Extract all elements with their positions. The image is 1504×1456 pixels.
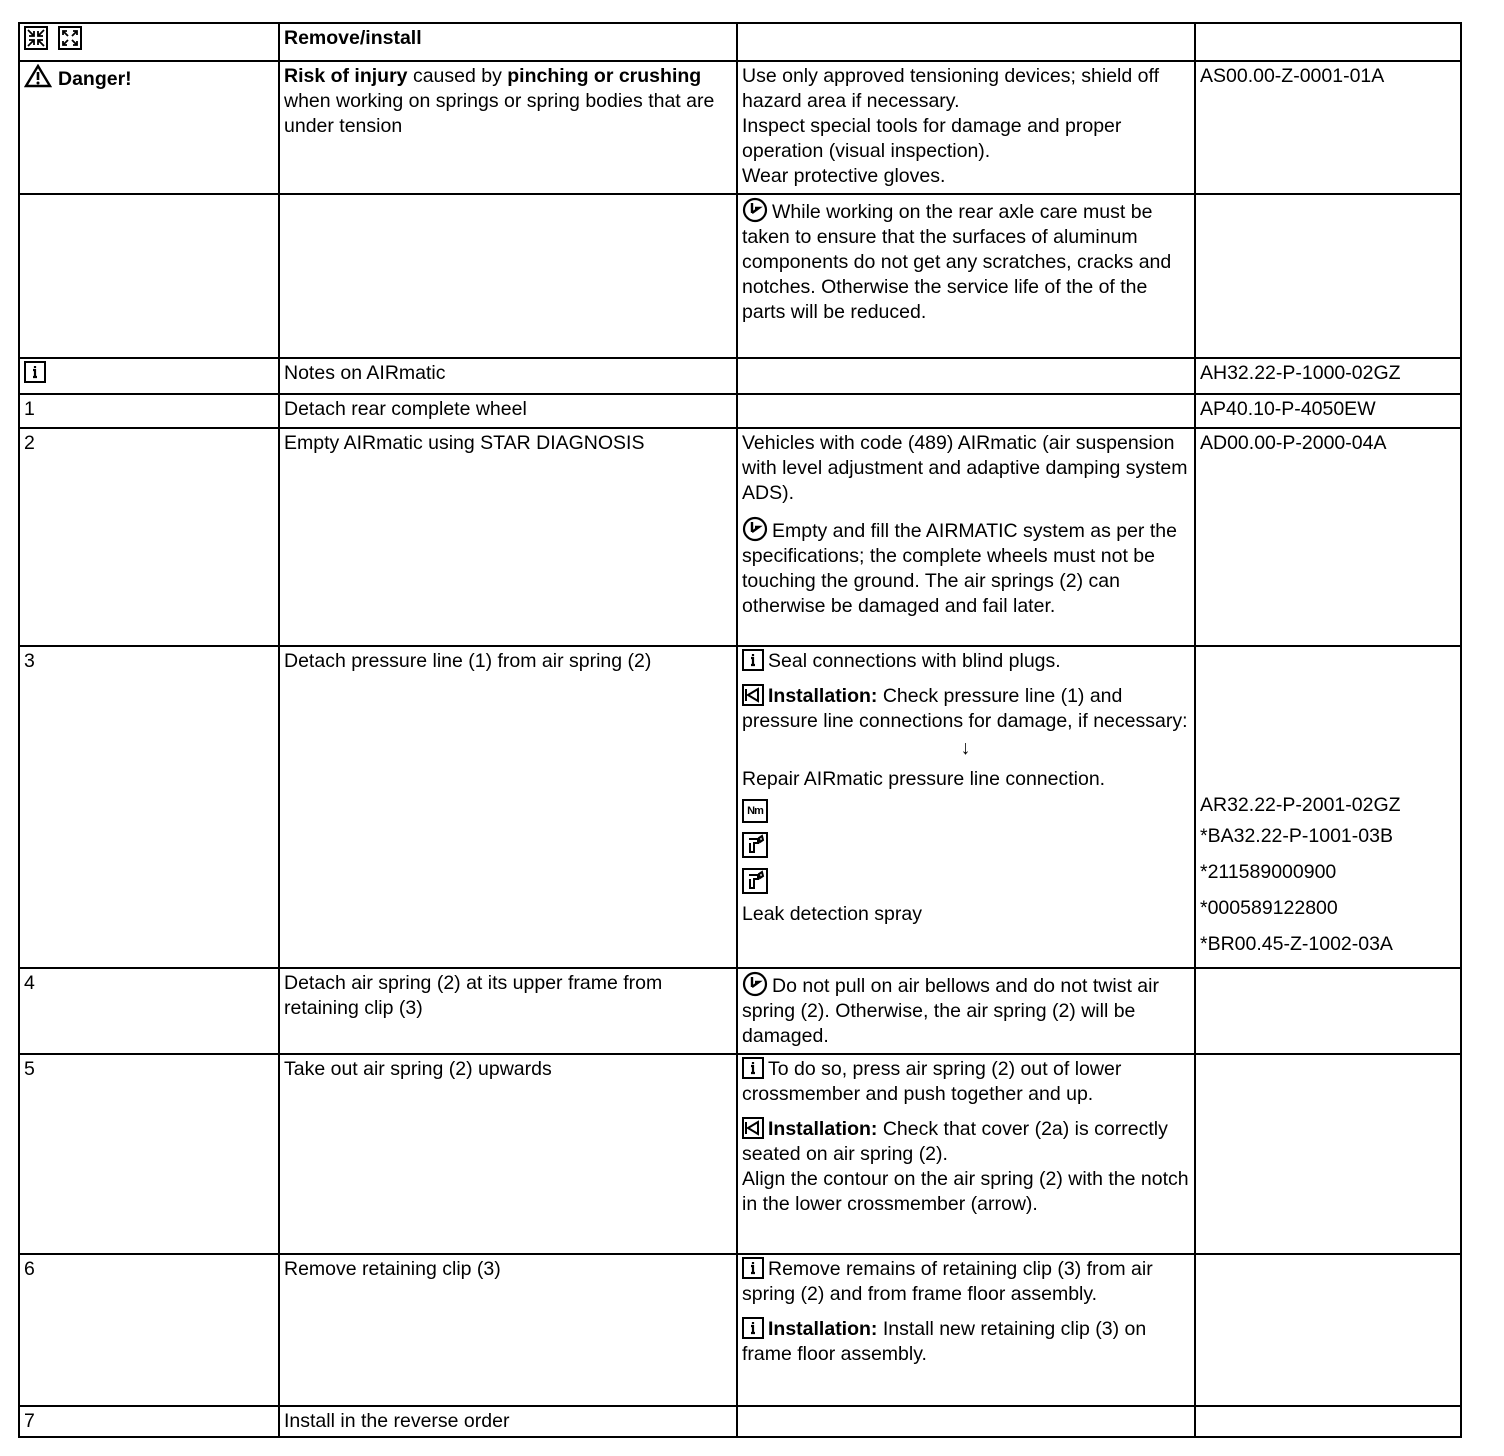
step-text: Detach pressure line (1) from air spring (2) bbox=[284, 650, 652, 672]
header-icons-cell bbox=[19, 23, 279, 61]
step-ref-cell bbox=[1195, 428, 1461, 646]
step-number: 5 bbox=[24, 1058, 35, 1080]
notes-empty bbox=[737, 358, 1195, 394]
step-ref: *BA32.22-P-1001-03B bbox=[1200, 825, 1393, 847]
step-installation bbox=[742, 684, 1189, 734]
step-installation bbox=[742, 1117, 1189, 1167]
caution-empty-3 bbox=[1195, 194, 1461, 358]
installation-arrow-icon bbox=[742, 1117, 764, 1139]
step-text-cell bbox=[279, 968, 737, 1054]
caution-cell bbox=[737, 194, 1195, 358]
step-notes-cell bbox=[737, 1054, 1195, 1254]
info-icon bbox=[24, 361, 46, 383]
step-text: Remove retaining clip (3) bbox=[284, 1258, 501, 1280]
procedure-table bbox=[18, 22, 1462, 1438]
step-text: Empty AIRmatic using STAR DIAGNOSIS bbox=[284, 432, 645, 454]
step-caution-text: Do not pull on air bellows and do not twist air spring (2). Otherwise, the air spring (2) will be damaged. bbox=[742, 975, 1159, 1047]
step-row-5 bbox=[19, 1054, 1461, 1254]
measure-3: Wear protective gloves. bbox=[742, 165, 946, 187]
header-empty-1 bbox=[737, 23, 1195, 61]
danger-label-cell bbox=[19, 61, 279, 194]
step-ref: AR32.22-P-2001-02GZ bbox=[1200, 794, 1401, 816]
header-title bbox=[279, 23, 737, 61]
danger-risk-cell bbox=[279, 61, 737, 194]
info-icon bbox=[742, 649, 764, 671]
info-icon bbox=[742, 1257, 764, 1279]
danger-measures-cell bbox=[737, 61, 1195, 194]
installation-label: Installation: bbox=[768, 1318, 878, 1340]
step-ref: *211589000900 bbox=[1200, 861, 1337, 883]
installation-label: Installation: bbox=[768, 685, 878, 707]
repair-text: Repair AIRmatic pressure line connection. bbox=[742, 768, 1106, 790]
installation-text-2: Align the contour on the air spring (2) with the notch in the lower crossmember (arrow). bbox=[742, 1168, 1189, 1215]
step-ref: AP40.10-P-4050EW bbox=[1200, 398, 1376, 420]
measure-2: Inspect special tools for damage and proper operation (visual inspection). bbox=[742, 115, 1122, 162]
header-row bbox=[19, 23, 1461, 61]
step-info-text: To do so, press air spring (2) out of lower crossmember and push together and up. bbox=[742, 1058, 1122, 1105]
info-icon bbox=[742, 1317, 764, 1339]
step-text-cell bbox=[279, 1406, 737, 1437]
step-notes-cell bbox=[737, 646, 1195, 968]
caution-empty-1 bbox=[19, 194, 279, 358]
caution-icon bbox=[742, 197, 768, 223]
step-row-4 bbox=[19, 968, 1461, 1054]
step-number: 6 bbox=[24, 1258, 35, 1280]
notes-text: Notes on AIRmatic bbox=[284, 362, 446, 384]
caution-row bbox=[19, 194, 1461, 358]
step-info-text: Remove remains of retaining clip (3) from air spring (2) and from frame floor assembly. bbox=[742, 1258, 1153, 1305]
caution-icon bbox=[742, 971, 768, 997]
remove-icon bbox=[24, 26, 48, 50]
special-tool-icon bbox=[742, 868, 768, 894]
step-text-cell bbox=[279, 394, 737, 428]
measure-1: Use only approved tensioning devices; shield off hazard area if necessary. bbox=[742, 65, 1159, 112]
step-ref-cell bbox=[1195, 968, 1461, 1054]
install-icon bbox=[58, 26, 82, 50]
step-info bbox=[742, 1257, 1189, 1307]
installation-text: Check that cover (2a) is correctly seated on air spring (2). bbox=[742, 1118, 1168, 1165]
step-ref-cell bbox=[1195, 394, 1461, 428]
step-installation bbox=[742, 1317, 1189, 1367]
step-text: Detach rear complete wheel bbox=[284, 398, 527, 420]
step-number: 4 bbox=[24, 972, 35, 994]
step-notes-cell bbox=[737, 1406, 1195, 1437]
risk-bold: Risk of injury bbox=[284, 65, 408, 87]
installation-text: Install new retaining clip (3) on frame floor assembly. bbox=[742, 1318, 1147, 1365]
down-arrow-icon: ↓ bbox=[960, 737, 971, 759]
step-notes-cell bbox=[737, 968, 1195, 1054]
step-notes-cell bbox=[737, 394, 1195, 428]
notes-ref-cell bbox=[1195, 358, 1461, 394]
step-ref-cell bbox=[1195, 1406, 1461, 1437]
step-ref: *BR00.45-Z-1002-03A bbox=[1200, 933, 1393, 955]
step-text: Install in the reverse order bbox=[284, 1410, 510, 1432]
risk-mid: caused by bbox=[407, 65, 508, 87]
step-ref-cell bbox=[1195, 646, 1461, 968]
header-empty-2 bbox=[1195, 23, 1461, 61]
risk-bold-2: pinching or crushing bbox=[507, 65, 702, 87]
step-caution-text: Empty and fill the AIRMATIC system as per the specifications; the complete wheels must not be touching the ground. The air springs (2) can otherwise be damaged and fail later. bbox=[742, 520, 1177, 617]
page-title: Remove/install bbox=[284, 27, 422, 49]
step-text-cell bbox=[279, 428, 737, 646]
step-row-6 bbox=[19, 1254, 1461, 1406]
caution-text: While working on the rear axle care must be taken to ensure that the surfaces of aluminum components do not get any scratches, cracks and notches. Otherwise the service life of the of the parts will be reduced. bbox=[742, 201, 1172, 323]
step-number: 1 bbox=[24, 398, 35, 420]
notes-row bbox=[19, 358, 1461, 394]
step-notes-cell bbox=[737, 1254, 1195, 1406]
step-info bbox=[742, 1057, 1189, 1107]
step-row-1 bbox=[19, 394, 1461, 428]
torque-row bbox=[742, 792, 1189, 830]
step-info-text: Seal connections with blind plugs. bbox=[768, 650, 1061, 672]
torque-nm-icon: Nm bbox=[742, 799, 768, 823]
tool-row-2 bbox=[742, 866, 1189, 902]
step-num-cell bbox=[19, 394, 279, 428]
step-num-cell bbox=[19, 1406, 279, 1437]
danger-row bbox=[19, 61, 1461, 194]
risk-rest: when working on springs or spring bodies that are under tension bbox=[284, 90, 715, 137]
step-text: Take out air spring (2) upwards bbox=[284, 1058, 552, 1080]
notes-icon-cell bbox=[19, 358, 279, 394]
notes-text-cell bbox=[279, 358, 737, 394]
caution-empty-2 bbox=[279, 194, 737, 358]
step-text-cell bbox=[279, 1054, 737, 1254]
caution-icon bbox=[742, 516, 768, 542]
danger-ref-cell bbox=[1195, 61, 1461, 194]
step-note: Vehicles with code (489) AIRmatic (air suspension with level adjustment and adaptive damping system ADS). bbox=[742, 432, 1188, 504]
step-ref: AD00.00-P-2000-04A bbox=[1200, 432, 1387, 454]
step-ref-cell bbox=[1195, 1254, 1461, 1406]
installation-label: Installation: bbox=[768, 1118, 878, 1140]
step-text: Detach air spring (2) at its upper frame from retaining clip (3) bbox=[284, 972, 663, 1019]
step-number: 2 bbox=[24, 432, 35, 454]
step-caution bbox=[742, 516, 1189, 619]
special-tool-icon bbox=[742, 832, 768, 858]
step-text-cell bbox=[279, 1254, 737, 1406]
step-num-cell bbox=[19, 428, 279, 646]
danger-label: Danger! bbox=[58, 68, 132, 90]
leak-text: Leak detection spray bbox=[742, 903, 922, 925]
step-row-2 bbox=[19, 428, 1461, 646]
step-row-3 bbox=[19, 646, 1461, 968]
step-num-cell bbox=[19, 968, 279, 1054]
step-num-cell bbox=[19, 1254, 279, 1406]
danger-ref: AS00.00-Z-0001-01A bbox=[1200, 65, 1385, 87]
step-ref: *000589122800 bbox=[1200, 897, 1338, 919]
step-num-cell bbox=[19, 646, 279, 968]
step-ref-cell bbox=[1195, 1054, 1461, 1254]
tool-row-1 bbox=[742, 830, 1189, 866]
step-number: 7 bbox=[24, 1410, 35, 1432]
step-text-cell bbox=[279, 646, 737, 968]
step-info bbox=[742, 649, 1189, 674]
info-icon bbox=[742, 1057, 764, 1079]
ref-spacer bbox=[1200, 649, 1455, 793]
installation-arrow-icon bbox=[742, 684, 764, 706]
notes-ref: AH32.22-P-1000-02GZ bbox=[1200, 362, 1401, 384]
step-num-cell bbox=[19, 1054, 279, 1254]
warning-triangle-icon bbox=[24, 64, 52, 88]
step-notes-cell bbox=[737, 428, 1195, 646]
step-number: 3 bbox=[24, 650, 35, 672]
step-row-7 bbox=[19, 1406, 1461, 1437]
installation-text: Check pressure line (1) and pressure line connections for damage, if necessary: bbox=[742, 685, 1188, 732]
